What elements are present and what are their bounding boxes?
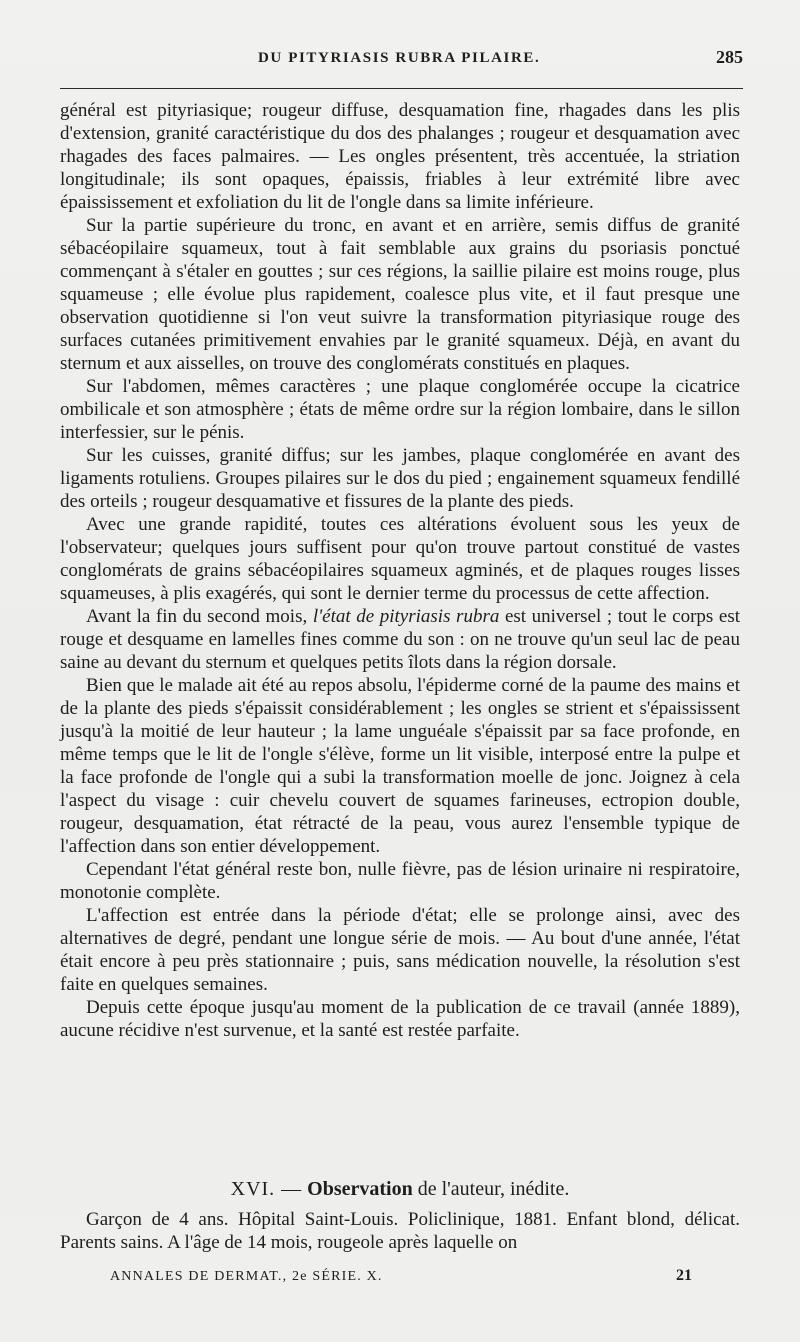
paragraph-6: [60, 605, 740, 674]
paragraph-7: Bien que le malade ait été au repos absolu, l'épiderme corné de la paume des mains et de la plante des pieds s'épaissit considérablement ; les ongles se strient et s'épaississent jusqu'à la moitié de leur hauteur ; la lame unguéale s'épaissit par sa face profonde, en même temps que le lit de l'ongle s'élève, forme un lit visible, interposé entre la pulpe et la face profonde de l'ongle qui a subi la transformation moelle de jonc. Joignez à cela l'aspect du visage : cuir chevelu couvert de squames farineuses, ectropion double, rougeur, desquamation, état rétracté de la peau, vous aurez l'ensemble typique de l'affection dans son entier développement.: [60, 675, 740, 857]
page-header: [60, 46, 743, 70]
observation-number: XVI. —: [230, 1178, 303, 1200]
observation-paragraph: Garçon de 4 ans. Hôpital Saint-Louis. Policlinique, 1881. Enfant blond, délicat. Parents sains. A l'âge de 14 mois, rougeole après laquelle on: [60, 1209, 740, 1253]
italic-term: l'état de pityriasis rubra: [312, 606, 500, 627]
paragraph-6-rest: est universel ; tout le corps est rouge et desquame en lamelles fines comme du son : on ne trouve qu'un seul lac de peau saine au devant du sternum et quelques petits îlots dans la région dorsale.: [60, 606, 740, 673]
paragraph-4: Sur les cuisses, granité diffus; sur les jambes, plaque conglomérée en avant des ligaments rotuliens. Groupes pilaires sur le dos du pied ; engainement squameux fendillé des orteils ; rougeur desquamative et fissures de la plante des pieds.: [60, 445, 740, 512]
sheet-signature: 21: [676, 1267, 692, 1284]
observation-label: Observation: [307, 1178, 413, 1200]
journal-signature: ANNALES DE DERMAT., 2e SÉRIE. X.: [110, 1269, 383, 1284]
paragraph-5: Avec une grande rapidité, toutes ces altérations évoluent sous les yeux de l'observateur; quelques jours suffisent pour qu'on trouve partout constitué de vastes conglomérats de grains sébacéopilaires squameux agminés, et de plaques rouges lisses squameuses, à plis exagérés, qui sont le dernier terme du processus de cette affection.: [60, 514, 740, 604]
header-rule: [60, 88, 743, 89]
observation-heading: [60, 1178, 740, 1201]
paragraph-1: général est pityriasique; rougeur diffuse, desquamation fine, rhagades dans les plis d'extension, granité caractéristique du dos des phalanges ; rougeur et desquamation avec rhagades des faces palmaires. — Les ongles présentent, très accentuée, la striation longitudinale; ils sont opaques, épaissis, friables à leur extrémité libre avec épaississement et exfoliation du lit de l'ongle dans sa limite inférieure.: [60, 100, 740, 213]
paragraph-8: Cependant l'état général reste bon, nulle fièvre, pas de lésion urinaire ni respiratoire, monotonie complète.: [60, 859, 740, 903]
main-text: [60, 99, 740, 1042]
paragraph-9: L'affection est entrée dans la période d'état; elle se prolonge ainsi, avec des alternatives de degré, pendant une longue série de mois. — Au bout d'une année, l'état était encore à peu près stationnaire ; puis, sans médication nouvelle, la résolution s'est faite en quelques semaines.: [60, 905, 740, 995]
page-footer: [60, 1266, 743, 1290]
paragraph-3: Sur l'abdomen, mêmes caractères ; une plaque conglomérée occupe la cicatrice ombilicale et son atmosphère ; états de même ordre sur la région lombaire, dans le sillon interfessier, sur le pénis.: [60, 376, 740, 443]
observation-text: [60, 1208, 740, 1254]
paragraph-6-lead: Avant la fin du second mois,: [86, 606, 313, 627]
page-number: 285: [716, 47, 743, 67]
paragraph-2: Sur la partie supérieure du tronc, en avant et en arrière, semis diffus de granité sébacéopilaire squameux, tout à fait semblable aux grains du psoriasis ponctué commençant à s'étaler en gouttes ; sur ces régions, la saillie pilaire est moins rouge, plus squameuse ; elle évolue plus rapidement, coalesce plus vite, et il faut presque une observation quotidienne si l'on veut suivre la transformation pityriasique rouge des surfaces cutanées primitivement envahies par le granité squameux. Déjà, en avant du sternum et aux aisselles, on trouve des conglomérats constitués en plaques.: [60, 215, 740, 374]
running-title: DU PITYRIASIS RUBRA PILAIRE.: [258, 50, 541, 66]
observation-subtitle: de l'auteur, inédite.: [417, 1178, 570, 1200]
paragraph-10: Depuis cette époque jusqu'au moment de la publication de ce travail (année 1889), aucune récidive n'est survenue, et la santé est restée parfaite.: [60, 997, 740, 1041]
